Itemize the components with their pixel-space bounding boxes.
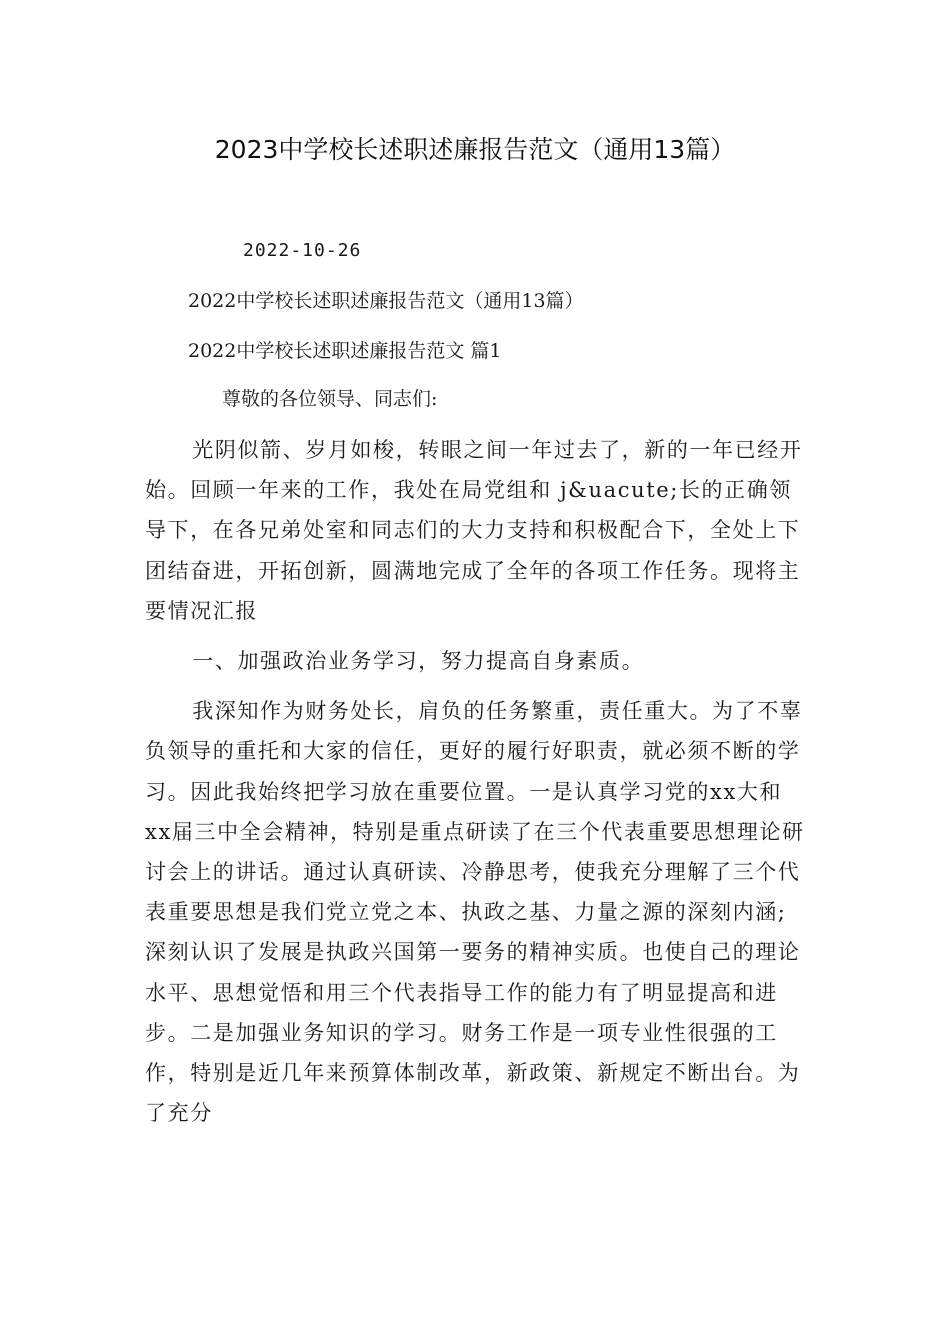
paragraph: 光阴似箭、岁月如梭，转眼之间一年过去了，新的一年已经开始。回顾一年来的工作，我处在局党组和 j&uacute;长的正确领导下，在各兄弟处室和同志们的大力支持和积极配合下，全处上下团结奋进，开拓创新，圆满地完成了全年的各项工作任务。现将主要情况汇报: [145, 438, 803, 623]
section-heading: 一、加强政治业务学习，努力提高自身素质。: [192, 649, 645, 674]
paragraph: 我深知作为财务处长，肩负的任务繁重，责任重大。为了不辜负领导的重托和大家的信任，更好的履行好职责，就必须不断的学习。因此我始终把学习放在重要位置。一是认真学习党的xx大和xx届三中全会精神，特别是重点研读了在三个代表重要思想理论研讨会上的讲话。通过认真研读、冷静思考，使我充分理解了三个代表重要思想是我们党立党之本、执政之基、力量之源的深刻内涵;深刻认识了发展是执政兴国第一要务的精神实质。也使自己的理论水平、思想觉悟和用三个代表指导工作的能力有了明显提高和进步。二是加强业务知识的学习。财务工作是一项专业性很强的工作，特别是近几年来预算体制改革，新政策、新规定不断出台。为了充分: [145, 699, 805, 1126]
section-title: 2022中学校长述职述廉报告范文 篇1: [188, 340, 502, 362]
document-body: [145, 430, 807, 1133]
greeting: 尊敬的各位领导、同志们:: [222, 388, 438, 410]
document-subtitle: 2022中学校长述职述廉报告范文（通用13篇）: [188, 290, 584, 312]
document-title: 2023中学校长述职述廉报告范文（通用13篇）: [214, 135, 736, 164]
document-date: 2022-10-26: [243, 240, 362, 261]
